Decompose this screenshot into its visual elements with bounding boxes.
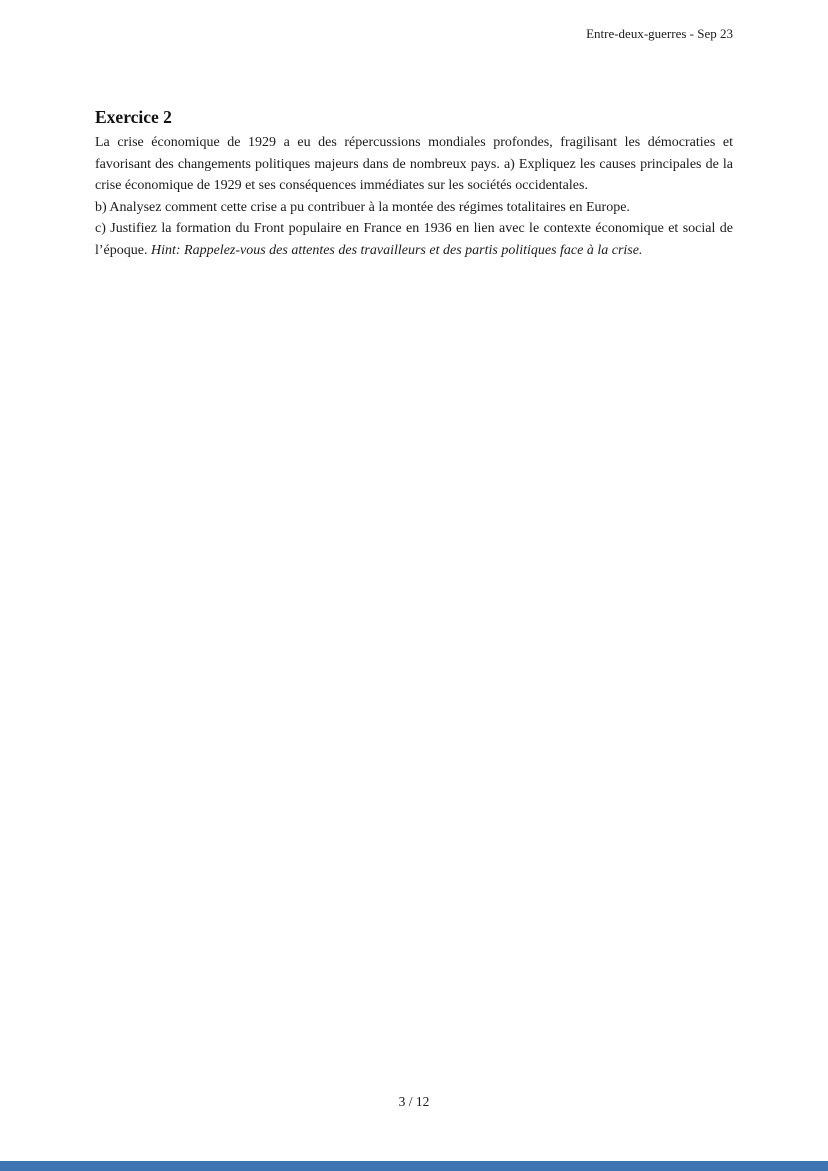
paragraph-hint: Hint: Rappelez-vous des attentes des travailleurs et des partis politiques face à la crise. (150, 242, 643, 258)
page-number: 3 / 12 (398, 1094, 430, 1109)
exercise-paragraph (95, 132, 733, 261)
paragraph-segment-c: c) Justifiez la formation du Front populaire en France en 1936 en lien avec le contexte économique et social de l’époque. (95, 221, 733, 258)
exercise-title: Exercice 2 (95, 106, 172, 127)
paragraph-segment-b: b) Analysez comment cette crise a pu contribuer à la montée des régimes totalitaires en Europe. (95, 199, 630, 215)
paragraph-segment-a: La crise économique de 1929 a eu des répercussions mondiales profondes, fragilisant les démocraties et favorisant des changements politiques majeurs dans de nombreux pays. a) Expliquez les causes principales de la crise économique de 1929 et ses conséquences immédiates sur les sociétés occidentales. (95, 135, 733, 193)
running-header: Entre-deux-guerres - Sep 23 (586, 26, 733, 41)
page-bottom-accent-bar (0, 1161, 828, 1171)
